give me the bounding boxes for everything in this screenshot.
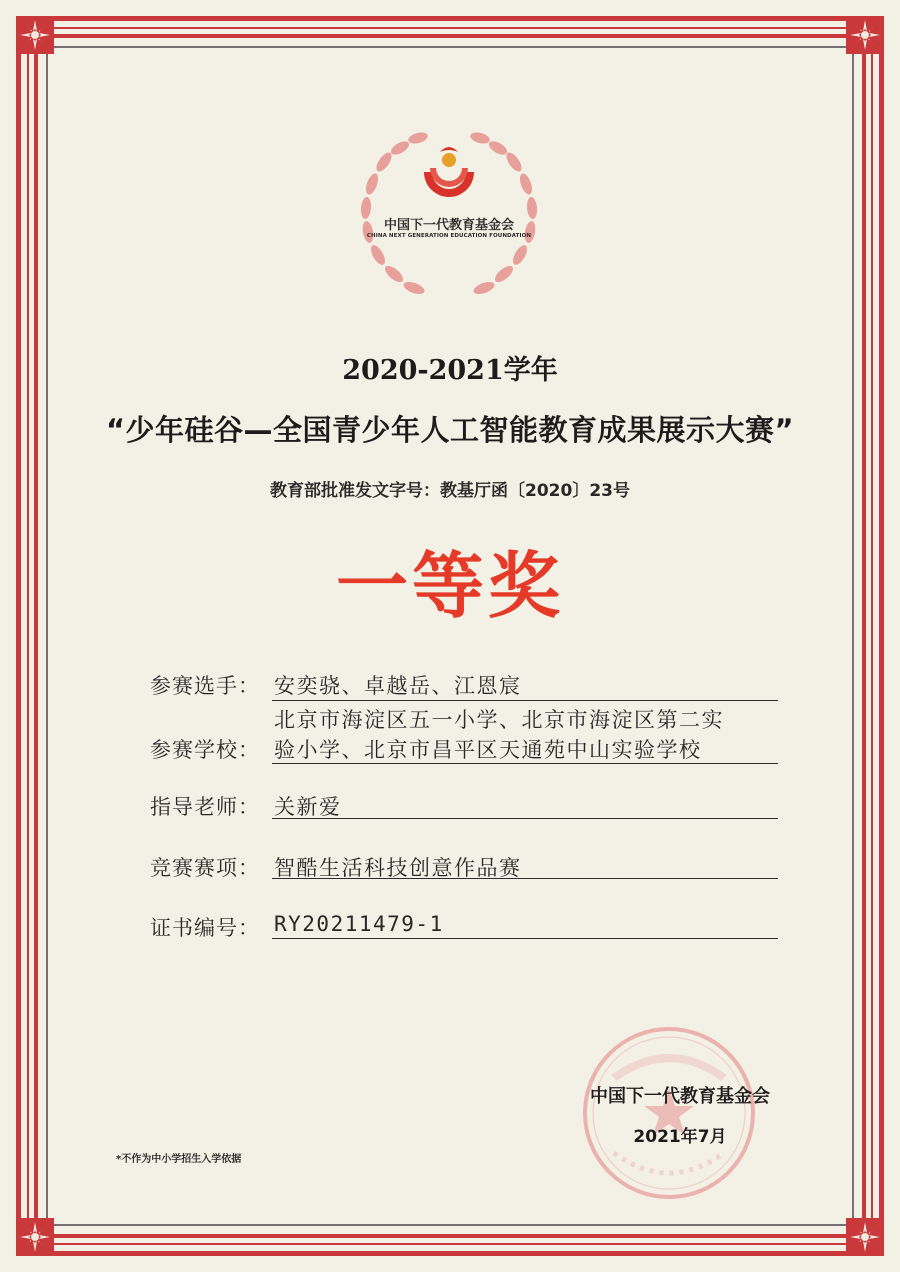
- academic-year: 2020-2021学年: [342, 355, 558, 386]
- award-level: 一等奖: [335, 543, 564, 628]
- event-underline: [272, 878, 778, 879]
- issue-date: 2021年7月: [633, 1127, 727, 1147]
- cert-number-underline: [272, 938, 778, 939]
- corner-ornament-icon: [846, 16, 884, 54]
- teacher-label: 指导老师：: [150, 795, 260, 819]
- school-label: 参赛学校：: [150, 738, 260, 762]
- school-underline: [272, 763, 778, 764]
- corner-ornament-icon: [16, 1218, 54, 1256]
- corner-ornament-icon: [846, 1218, 884, 1256]
- school-value-line1: 北京市海淀区五一小学、北京市海淀区第二实: [274, 708, 724, 732]
- corner-ornament-icon: [16, 16, 54, 54]
- official-seal-icon: [574, 1018, 764, 1208]
- issuer-name: 中国下一代教育基金会: [590, 1086, 770, 1107]
- participants-value: 安奕骁、卓越岳、江恩宸: [274, 674, 522, 698]
- emblem-name-en: CHINA NEXT GENERATION EDUCATION FOUNDATION: [366, 233, 532, 239]
- emblem-name-cn: 中国下一代教育基金会: [383, 218, 514, 233]
- school-value-line2: 验小学、北京市昌平区天通苑中山实验学校: [274, 738, 702, 762]
- event-value: 智酷生活科技创意作品赛: [274, 856, 522, 880]
- foundation-logo-icon: [424, 147, 474, 197]
- approval-number: 教育部批准发文字号：教基厅函〔2020〕23号: [270, 481, 630, 501]
- participants-label: 参赛选手：: [150, 674, 260, 698]
- event-label: 竞赛赛项：: [150, 856, 260, 880]
- foundation-emblem: [344, 122, 554, 312]
- teacher-underline: [272, 818, 778, 819]
- cert-number-label: 证书编号：: [150, 916, 260, 940]
- competition-title: “少年硅谷—全国青少年人工智能教育成果展示大赛”: [105, 413, 795, 447]
- footnote: *不作为中小学招生入学依据: [116, 1154, 242, 1165]
- cert-number-value: RY20211479-1: [274, 912, 444, 936]
- teacher-value: 关新爱: [274, 795, 342, 819]
- participants-underline: [272, 700, 778, 701]
